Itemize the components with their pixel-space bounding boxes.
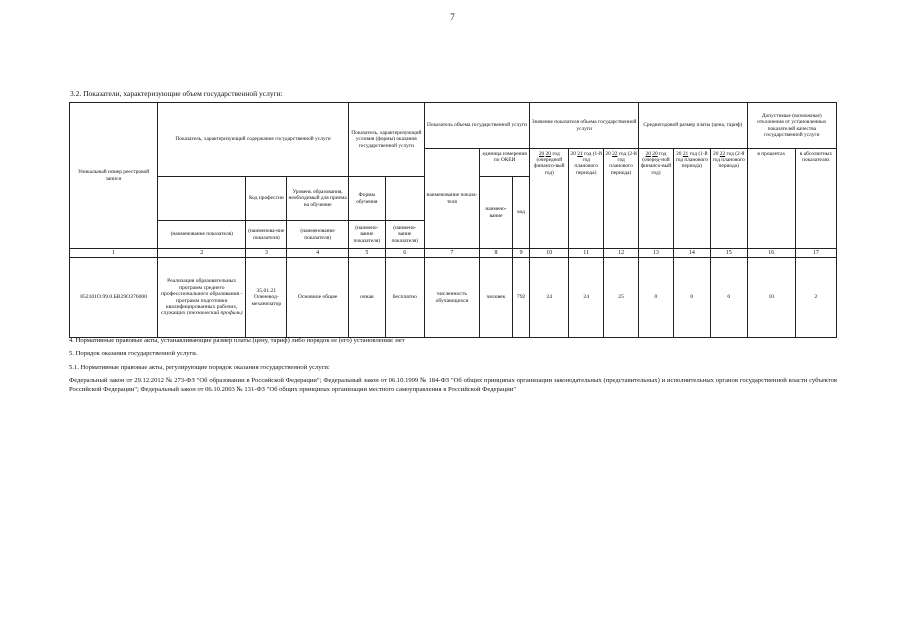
subheader-3: (наименование показателя) <box>287 221 349 249</box>
column-number: 13 <box>639 249 674 258</box>
subheader-4: (наимено-вание показателя) <box>348 221 385 249</box>
fee-plan1: 0 <box>673 258 710 338</box>
column-number: 12 <box>604 249 639 258</box>
laws-text: Федеральный закон от 29.12.2012 № 273-ФЗ "Об образовании в Российской Федерации"; Федеральный закон от 06.10.1999 № 184-ФЗ "Об общих принципах организации законодательных (представительных) и исполнительных органов государственной власти субъектов Российской Федерации"; Федеральный закон от 06.10.2003 № 131-ФЗ "Об общих принципах организации местного самоуправления в Российской Федерации" <box>69 377 837 394</box>
empty-conditions-cell <box>385 177 424 221</box>
section-title: 3.2. Показатели, характеризующие объем государственной услуги: <box>70 89 283 98</box>
payment-cell: бесплатно <box>385 258 424 338</box>
program-profile: (технический профиль) <box>186 310 243 317</box>
okei-code-header: код <box>512 177 529 249</box>
column-number: 15 <box>710 249 747 258</box>
volume-indicators-table <box>69 102 837 338</box>
value-plan2: 25 <box>604 258 639 338</box>
column-number: 10 <box>530 249 569 258</box>
content-indicator-header: Показатель, характеризующий содержание государственной услуги <box>158 103 349 177</box>
column-number-row <box>70 249 837 258</box>
table-row <box>70 258 837 338</box>
program-cell <box>158 258 246 338</box>
value-plan1: 24 <box>569 258 604 338</box>
indicator-cell: численность обучающихся <box>424 258 479 338</box>
subheader-5: (наимено-вание показателя) <box>385 221 424 249</box>
in-absolute-header: в абсолютных показателях <box>795 149 836 249</box>
profession-cell: 35.01.21 Оленевод-механизатор <box>246 258 287 338</box>
unit-okei-header: единица измерения по ОКЕИ <box>480 149 530 177</box>
unit-cell: человек <box>480 258 513 338</box>
unit-name-header: наимено-вание <box>480 177 513 249</box>
registry-number: 852101О.99.0.БВ29ОЗ76000 <box>70 258 158 338</box>
subheader-1: (наименование показателя) <box>158 221 246 249</box>
code-profession-header: Код профессии <box>246 177 287 221</box>
education-cell: Основное общее <box>287 258 349 338</box>
okei-cell: 792 <box>512 258 529 338</box>
value-fin-year: 24 <box>530 258 569 338</box>
notes-section <box>69 336 837 395</box>
column-number: 14 <box>673 249 710 258</box>
indicator-name-header: наименование показа-теля <box>424 149 479 249</box>
column-number: 4 <box>287 249 349 258</box>
plan2-year-header: 20 22 год (2-й год планового периода) <box>604 149 639 249</box>
fee-plan2-year-header: 20 22 год (2-й год планового периода) <box>710 149 747 249</box>
deviation-percent: 10 <box>747 258 795 338</box>
column-number: 7 <box>424 249 479 258</box>
note-4: 4. Нормативные правовые акты, устанавливающие размер платы (цену, тариф) либо порядок ее (его) установления: нет <box>69 337 405 344</box>
registry-header: Уникальный номер реестровой записи <box>70 103 158 249</box>
fee-fin-year: 0 <box>639 258 674 338</box>
volume-value-header: Значение показателя объема государственной услуги <box>530 103 639 149</box>
volume-indicator-header: Показатель объема государственной услуги <box>424 103 530 149</box>
column-number: 16 <box>747 249 795 258</box>
fee-plan1-year-header: 20 21 год (1-й год планового периода) <box>673 149 710 249</box>
in-percent-header: в процентах <box>747 149 795 249</box>
column-number: 9 <box>512 249 529 258</box>
column-number: 1 <box>70 249 158 258</box>
fee-fin-year-header: 20 20 год (очеред-ной финансо-вый год) <box>639 149 674 249</box>
education-level-header: Уровень образования, необходимый для приема на обучение <box>287 177 349 221</box>
program-name: Реализация образовательных программ среднего профессионального образования - программ подготовки квалифицированных рабочих, служащих <box>161 278 243 317</box>
conditions-indicator-header: Показатель, характеризующий условия (формы) оказания государственной услуги <box>348 103 424 177</box>
form-cell: очная <box>348 258 385 338</box>
fin-year-header: 20 20 год (очередной финансо-вый год) <box>530 149 569 249</box>
note-5: 5. Порядок оказания государственной услуги. <box>69 350 198 358</box>
deviation-absolute: 2 <box>795 258 836 338</box>
forms-training-header: Формы обучения <box>348 177 385 221</box>
column-number: 6 <box>385 249 424 258</box>
column-number: 3 <box>246 249 287 258</box>
avg-fee-header: Среднегодовой размер платы (цена, тариф) <box>639 103 748 149</box>
column-number: 2 <box>158 249 246 258</box>
plan1-year-header: 20 21 год (1-й год планового периода) <box>569 149 604 249</box>
page-number: 7 <box>450 12 455 22</box>
column-number: 8 <box>480 249 513 258</box>
fee-plan2: 0 <box>710 258 747 338</box>
subheader-2: (наименова-ние показателя) <box>246 221 287 249</box>
empty-content-cell <box>158 177 246 221</box>
column-number: 11 <box>569 249 604 258</box>
column-number: 5 <box>348 249 385 258</box>
note-5-1: 5.1. Нормативные правовые акты, регулирующие порядок оказания государственной услуги: <box>69 363 330 371</box>
deviations-header: Допустимые (возможные) отклонения от установленных показателей качества государственной услуги <box>747 103 836 149</box>
column-number: 17 <box>795 249 836 258</box>
